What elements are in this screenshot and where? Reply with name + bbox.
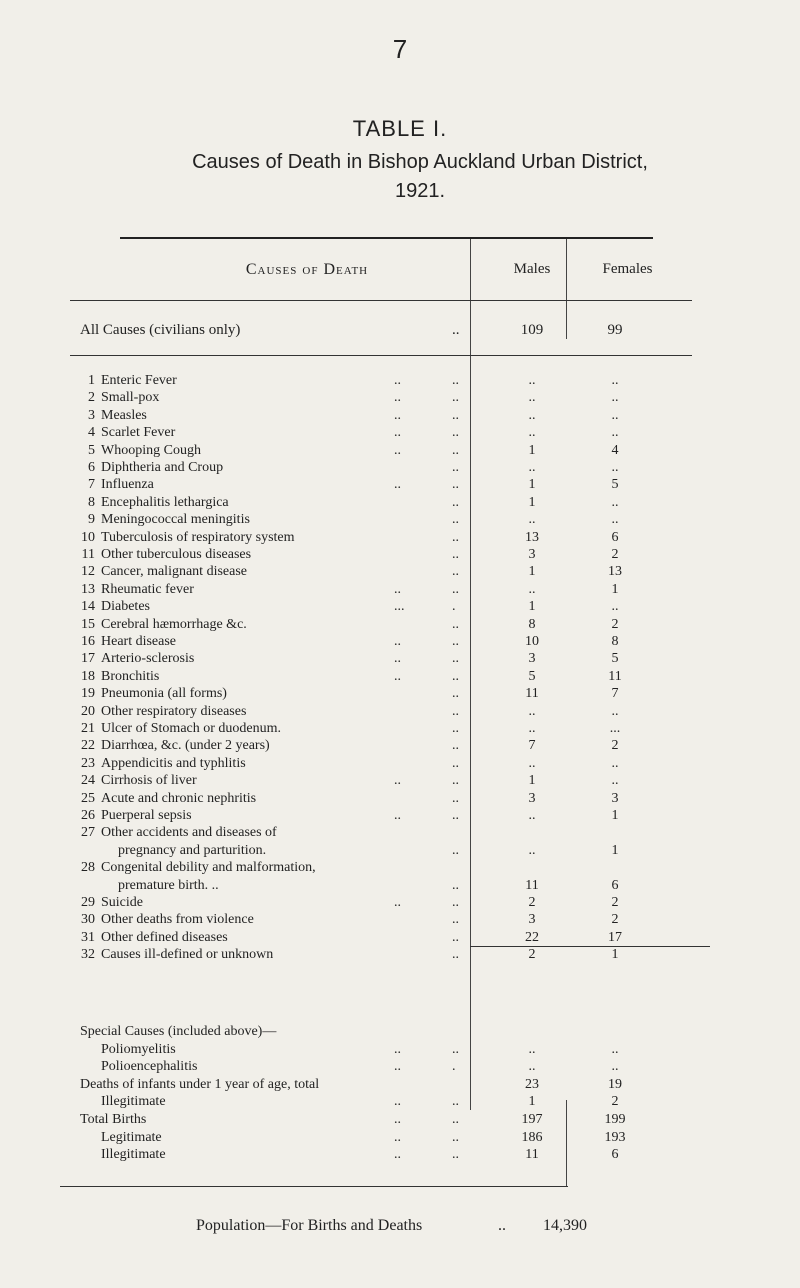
special-row [0, 1111, 800, 1129]
cause-row [0, 894, 800, 912]
leader-dots: .. [394, 373, 401, 388]
males-count: .. [528, 512, 536, 528]
leader-dots: .. [452, 703, 459, 719]
males-count: 13 [525, 529, 539, 545]
cause-number: 29 [81, 895, 95, 910]
leader-dots: .. [452, 773, 459, 789]
cause-name: Small-pox [101, 390, 160, 406]
cause-name: Whooping Cough [101, 442, 201, 458]
males-count: 11 [525, 877, 539, 893]
header-females: Females [602, 261, 653, 277]
females-count: 4 [611, 442, 619, 458]
leader-dots: .. [452, 442, 459, 458]
males-count: .. [528, 407, 536, 423]
leader-dots: .. [394, 390, 401, 406]
cause-row [0, 459, 800, 477]
cause-row [0, 772, 800, 790]
females-count: 2 [611, 912, 619, 928]
special-label: Polioencephalitis [101, 1059, 198, 1075]
males-count: .. [528, 1041, 536, 1057]
females-count: 11 [608, 668, 622, 684]
males-count: .. [528, 755, 536, 771]
leader-dots: .. [394, 407, 401, 423]
leader-dots: .. [394, 651, 401, 667]
females-count: 19 [608, 1076, 622, 1092]
cause-number: 9 [88, 512, 95, 528]
cause-number: 17 [81, 651, 95, 667]
cause-row [0, 616, 800, 634]
cause-number: 25 [81, 790, 95, 806]
leader-dots: .. [452, 895, 459, 910]
leader-dots: .. [394, 1041, 401, 1057]
leader-dots: .. [452, 651, 459, 667]
cause-row [0, 842, 800, 860]
cause-row [0, 720, 800, 738]
leader-dots: .. [452, 373, 459, 388]
leader-dots: .. [452, 477, 459, 493]
females-count: .. [611, 755, 619, 771]
cause-name: Scarlet Fever [101, 425, 176, 441]
leader-dots: . [452, 1059, 456, 1075]
cause-row [0, 859, 800, 877]
leader-dots: .. [452, 877, 459, 893]
all-causes-label: All Causes (civilians only) [80, 322, 241, 338]
leader-dots: .. [452, 842, 459, 858]
cause-number: 31 [81, 929, 95, 945]
cause-number: 24 [81, 773, 95, 789]
females-count: .. [611, 703, 619, 719]
females-count: .. [611, 599, 619, 615]
females-count: 1 [611, 842, 619, 858]
cause-name: Cirrhosis of liver [101, 773, 197, 789]
leader-dots: .. [452, 929, 459, 945]
cause-row [0, 511, 800, 529]
cause-name: Pneumonia (all forms) [101, 686, 227, 702]
males-count: .. [528, 425, 536, 441]
special-row [0, 1129, 800, 1147]
leader-dots: .. [452, 1112, 459, 1127]
cause-number: 6 [88, 460, 95, 475]
cause-number: 1 [88, 373, 95, 388]
cause-row [0, 877, 800, 895]
cause-row [0, 598, 800, 616]
leader-dots: .. [394, 1059, 401, 1075]
cause-number: 28 [81, 860, 95, 876]
causes-bottom-rule [470, 946, 710, 947]
special-label: Special Causes (included above)— [80, 1024, 277, 1039]
top-rule [120, 237, 653, 239]
cause-number: 11 [81, 547, 95, 562]
leader-dots: .. [452, 1147, 459, 1163]
cause-name: Rheumatic fever [101, 581, 194, 597]
cause-name: Suicide [101, 895, 143, 910]
females-count: .. [611, 494, 619, 510]
males-count: .. [528, 460, 536, 475]
females-count: 2 [611, 547, 619, 562]
table-title: TABLE I. [352, 116, 448, 141]
cause-row [0, 424, 800, 442]
leader-dots: .. [394, 477, 401, 493]
cause-name: Measles [101, 407, 147, 423]
cause-name: Diphtheria and Croup [101, 460, 224, 475]
females-count: 7 [611, 686, 619, 702]
leader-dots: .. [394, 1112, 401, 1127]
females-count: 6 [611, 877, 619, 893]
males-count: 11 [525, 686, 539, 702]
cause-number: 2 [88, 390, 95, 406]
leader-dots: .. [452, 547, 459, 562]
females-count: 1 [611, 808, 619, 823]
females-count: 5 [611, 477, 619, 493]
cause-name: Other defined diseases [101, 929, 228, 945]
males-count: 8 [528, 616, 536, 632]
males-count: .. [528, 842, 536, 858]
leader-dots: .. [452, 686, 459, 702]
leader-dots: .. [452, 529, 459, 545]
cause-number: 26 [81, 808, 95, 823]
leader-dots: .. [394, 808, 401, 823]
leader-dots: .. [452, 322, 460, 338]
males-count: .. [528, 808, 536, 823]
cause-number: 7 [88, 477, 95, 493]
leader-dots: .. [394, 1147, 401, 1163]
cause-number: 32 [81, 947, 95, 963]
males-count: 7 [528, 738, 536, 754]
males-count: 23 [525, 1076, 539, 1092]
header-causes: Causes of Death [245, 261, 369, 278]
males-count: 3 [528, 912, 536, 928]
cause-row [0, 946, 800, 964]
leader-dots: .. [394, 668, 401, 684]
cause-number: 16 [81, 634, 95, 649]
males-count: 1 [528, 773, 536, 789]
leader-dots: .. [452, 564, 459, 580]
leader-dots: .. [452, 425, 459, 441]
males-count: 186 [521, 1129, 543, 1145]
females-count: ... [609, 721, 621, 736]
females-count: .. [611, 773, 619, 789]
leader-dots: .. [394, 442, 401, 458]
cause-row [0, 494, 800, 512]
cause-name: Enteric Fever [101, 373, 177, 388]
males-count: 3 [528, 547, 536, 562]
table-year: 1921. [394, 180, 446, 202]
males-count: 1 [528, 442, 536, 458]
cause-row [0, 737, 800, 755]
cause-row [0, 929, 800, 947]
cause-name: Cerebral hæmorrhage &c. [101, 616, 247, 632]
males-count: .. [528, 373, 536, 388]
cause-name: Congenital debility and malformation, [101, 860, 316, 876]
cause-number: 13 [81, 581, 95, 597]
cause-number: 23 [81, 755, 95, 771]
cause-name: premature birth. .. [118, 877, 219, 893]
special-label: Legitimate [101, 1129, 162, 1145]
table-subtitle: Causes of Death in Bishop Auckland Urban District, [192, 151, 648, 173]
leader-dots: .. [394, 1094, 401, 1110]
header-rule [70, 300, 692, 301]
leader-dots: .. [452, 494, 459, 510]
cause-name: Heart disease [101, 634, 177, 649]
leader-dots: . [452, 599, 456, 615]
females-count: 1 [611, 581, 619, 597]
cause-number: 15 [81, 616, 95, 632]
leader-dots: .. [452, 738, 459, 754]
females-count: .. [611, 512, 619, 528]
leader-dots: .. [452, 912, 459, 928]
special-row [0, 1058, 800, 1076]
cause-number: 22 [81, 738, 95, 754]
males-count: 1 [528, 477, 536, 493]
cause-row [0, 529, 800, 547]
cause-name: Arterio-sclerosis [101, 651, 195, 667]
leader-dots: .. [394, 1129, 401, 1145]
leader-dots: .. [498, 1217, 506, 1234]
cause-row [0, 650, 800, 668]
cause-row [0, 911, 800, 929]
females-count: 17 [608, 929, 622, 945]
cause-number: 27 [81, 825, 95, 841]
special-label: Deaths of infants under 1 year of age, total [80, 1076, 320, 1092]
cause-name: Cancer, malignant disease [101, 564, 247, 580]
cause-number: 18 [81, 668, 95, 684]
special-label: Illegitimate [101, 1094, 166, 1110]
females-count: 193 [604, 1129, 626, 1145]
population-value: 14,390 [543, 1217, 587, 1234]
females-count: 13 [608, 564, 622, 580]
males-count: 5 [528, 668, 536, 684]
females-count: .. [611, 1059, 619, 1075]
leader-dots: .. [452, 790, 459, 806]
all-causes-row [0, 322, 800, 346]
cause-name: Encephalitis lethargica [101, 494, 229, 510]
cause-row [0, 703, 800, 721]
cause-name: Diarrhœa, &c. (under 2 years) [101, 738, 270, 754]
leader-dots: .. [452, 1094, 459, 1110]
cause-row [0, 685, 800, 703]
males-count: 1 [528, 1094, 536, 1110]
females-count: 2 [611, 1094, 619, 1110]
males-count: 2 [528, 895, 536, 910]
leader-dots: .. [452, 616, 459, 632]
cause-row [0, 790, 800, 808]
males-count: .. [528, 703, 536, 719]
females-count: 2 [611, 616, 619, 632]
cause-name: pregnancy and parturition. [118, 842, 267, 858]
cause-row [0, 407, 800, 425]
leader-dots: .. [452, 407, 459, 423]
males-count: 22 [525, 929, 539, 945]
cause-number: 30 [81, 912, 95, 928]
males-count: .. [528, 721, 536, 736]
cause-name: Other deaths from violence [101, 912, 254, 928]
males-count: .. [528, 581, 536, 597]
cause-number: 8 [88, 494, 95, 510]
special-row [0, 1146, 800, 1164]
cause-number: 14 [81, 599, 95, 615]
header-males: Males [513, 261, 551, 277]
cause-number: 21 [81, 721, 95, 736]
cause-row [0, 546, 800, 564]
bottom-rule [60, 1186, 568, 1187]
males-count: 3 [528, 790, 536, 806]
males-count: .. [528, 390, 536, 406]
leader-dots: .. [452, 390, 459, 406]
males-count: 1 [528, 564, 536, 580]
cause-name: Bronchitis [101, 668, 160, 684]
leader-dots: .. [452, 1129, 459, 1145]
females-count: .. [611, 1041, 619, 1057]
special-row [0, 1023, 800, 1041]
cause-row [0, 389, 800, 407]
females-count: 2 [611, 895, 619, 910]
leader-dots: .. [394, 895, 401, 910]
all-causes-females: 99 [607, 322, 623, 338]
leader-dots: .. [452, 808, 459, 823]
leader-dots: .. [394, 773, 401, 789]
cause-number: 5 [88, 442, 95, 458]
females-count: .. [611, 425, 619, 441]
females-count: 199 [604, 1112, 626, 1127]
cause-name: Other respiratory diseases [101, 703, 247, 719]
females-count: 3 [611, 790, 619, 806]
females-count: 2 [611, 738, 619, 754]
cause-number: 3 [88, 407, 95, 423]
leader-dots: .. [452, 581, 459, 597]
cause-row [0, 442, 800, 460]
females-count: 6 [611, 529, 619, 545]
cause-name: Tuberculosis of respiratory system [101, 529, 295, 545]
cause-number: 12 [81, 564, 95, 580]
cause-number: 4 [88, 425, 95, 441]
cause-row [0, 633, 800, 651]
males-count: 197 [521, 1112, 543, 1127]
cause-number: 19 [81, 686, 95, 702]
cause-row [0, 755, 800, 773]
special-row [0, 1093, 800, 1111]
females-count: 5 [611, 651, 619, 667]
all-causes-rule [70, 355, 692, 356]
special-label: Total Births [80, 1112, 147, 1127]
cause-name: Appendicitis and typhlitis [101, 755, 246, 771]
leader-dots: .. [452, 512, 459, 528]
males-count: 2 [528, 947, 536, 963]
leader-dots: .. [452, 947, 459, 963]
cause-name: Other accidents and diseases of [101, 825, 277, 841]
cause-row [0, 581, 800, 599]
cause-number: 10 [81, 529, 95, 545]
males-count: 11 [525, 1147, 539, 1163]
cause-row [0, 668, 800, 686]
cause-name: Other tuberculous diseases [101, 547, 252, 562]
special-label: Illegitimate [101, 1147, 166, 1163]
males-count: 3 [528, 651, 536, 667]
leader-dots: ... [394, 599, 405, 615]
cause-row [0, 372, 800, 390]
leader-dots: .. [394, 634, 401, 649]
cause-row [0, 563, 800, 581]
all-causes-males: 109 [520, 322, 544, 338]
females-count: .. [611, 373, 619, 388]
males-count: 10 [525, 634, 539, 649]
page-number: 7 [392, 34, 408, 64]
females-count: 6 [611, 1147, 619, 1163]
males-count: 1 [528, 494, 536, 510]
cause-row [0, 824, 800, 842]
leader-dots: .. [394, 425, 401, 441]
special-row [0, 1076, 800, 1094]
cause-name: Ulcer of Stomach or duodenum. [101, 721, 282, 736]
special-row [0, 1041, 800, 1059]
leader-dots: .. [452, 721, 459, 736]
leader-dots: .. [452, 634, 459, 649]
males-count: 1 [528, 599, 536, 615]
females-count: .. [611, 390, 619, 406]
cause-name: Meningococcal meningitis [101, 512, 250, 528]
leader-dots: .. [394, 581, 401, 597]
special-label: Poliomyelitis [101, 1041, 176, 1057]
females-count: 8 [611, 634, 619, 649]
leader-dots: .. [452, 668, 459, 684]
cause-row [0, 476, 800, 494]
males-count: .. [528, 1059, 536, 1075]
leader-dots: .. [452, 755, 459, 771]
cause-name: Diabetes [101, 599, 150, 615]
cause-row [0, 807, 800, 825]
cause-name: Puerperal sepsis [101, 808, 192, 823]
cause-number: 20 [81, 703, 95, 719]
leader-dots: .. [452, 460, 459, 475]
leader-dots: .. [452, 1041, 459, 1057]
cause-name: Acute and chronic nephritis [101, 790, 257, 806]
population-label: Population—For Births and Deaths [196, 1217, 423, 1234]
cause-name: Causes ill-defined or unknown [101, 947, 274, 963]
females-count: 1 [611, 947, 619, 963]
females-count: .. [611, 460, 619, 475]
cause-name: Influenza [101, 477, 154, 493]
females-count: .. [611, 407, 619, 423]
